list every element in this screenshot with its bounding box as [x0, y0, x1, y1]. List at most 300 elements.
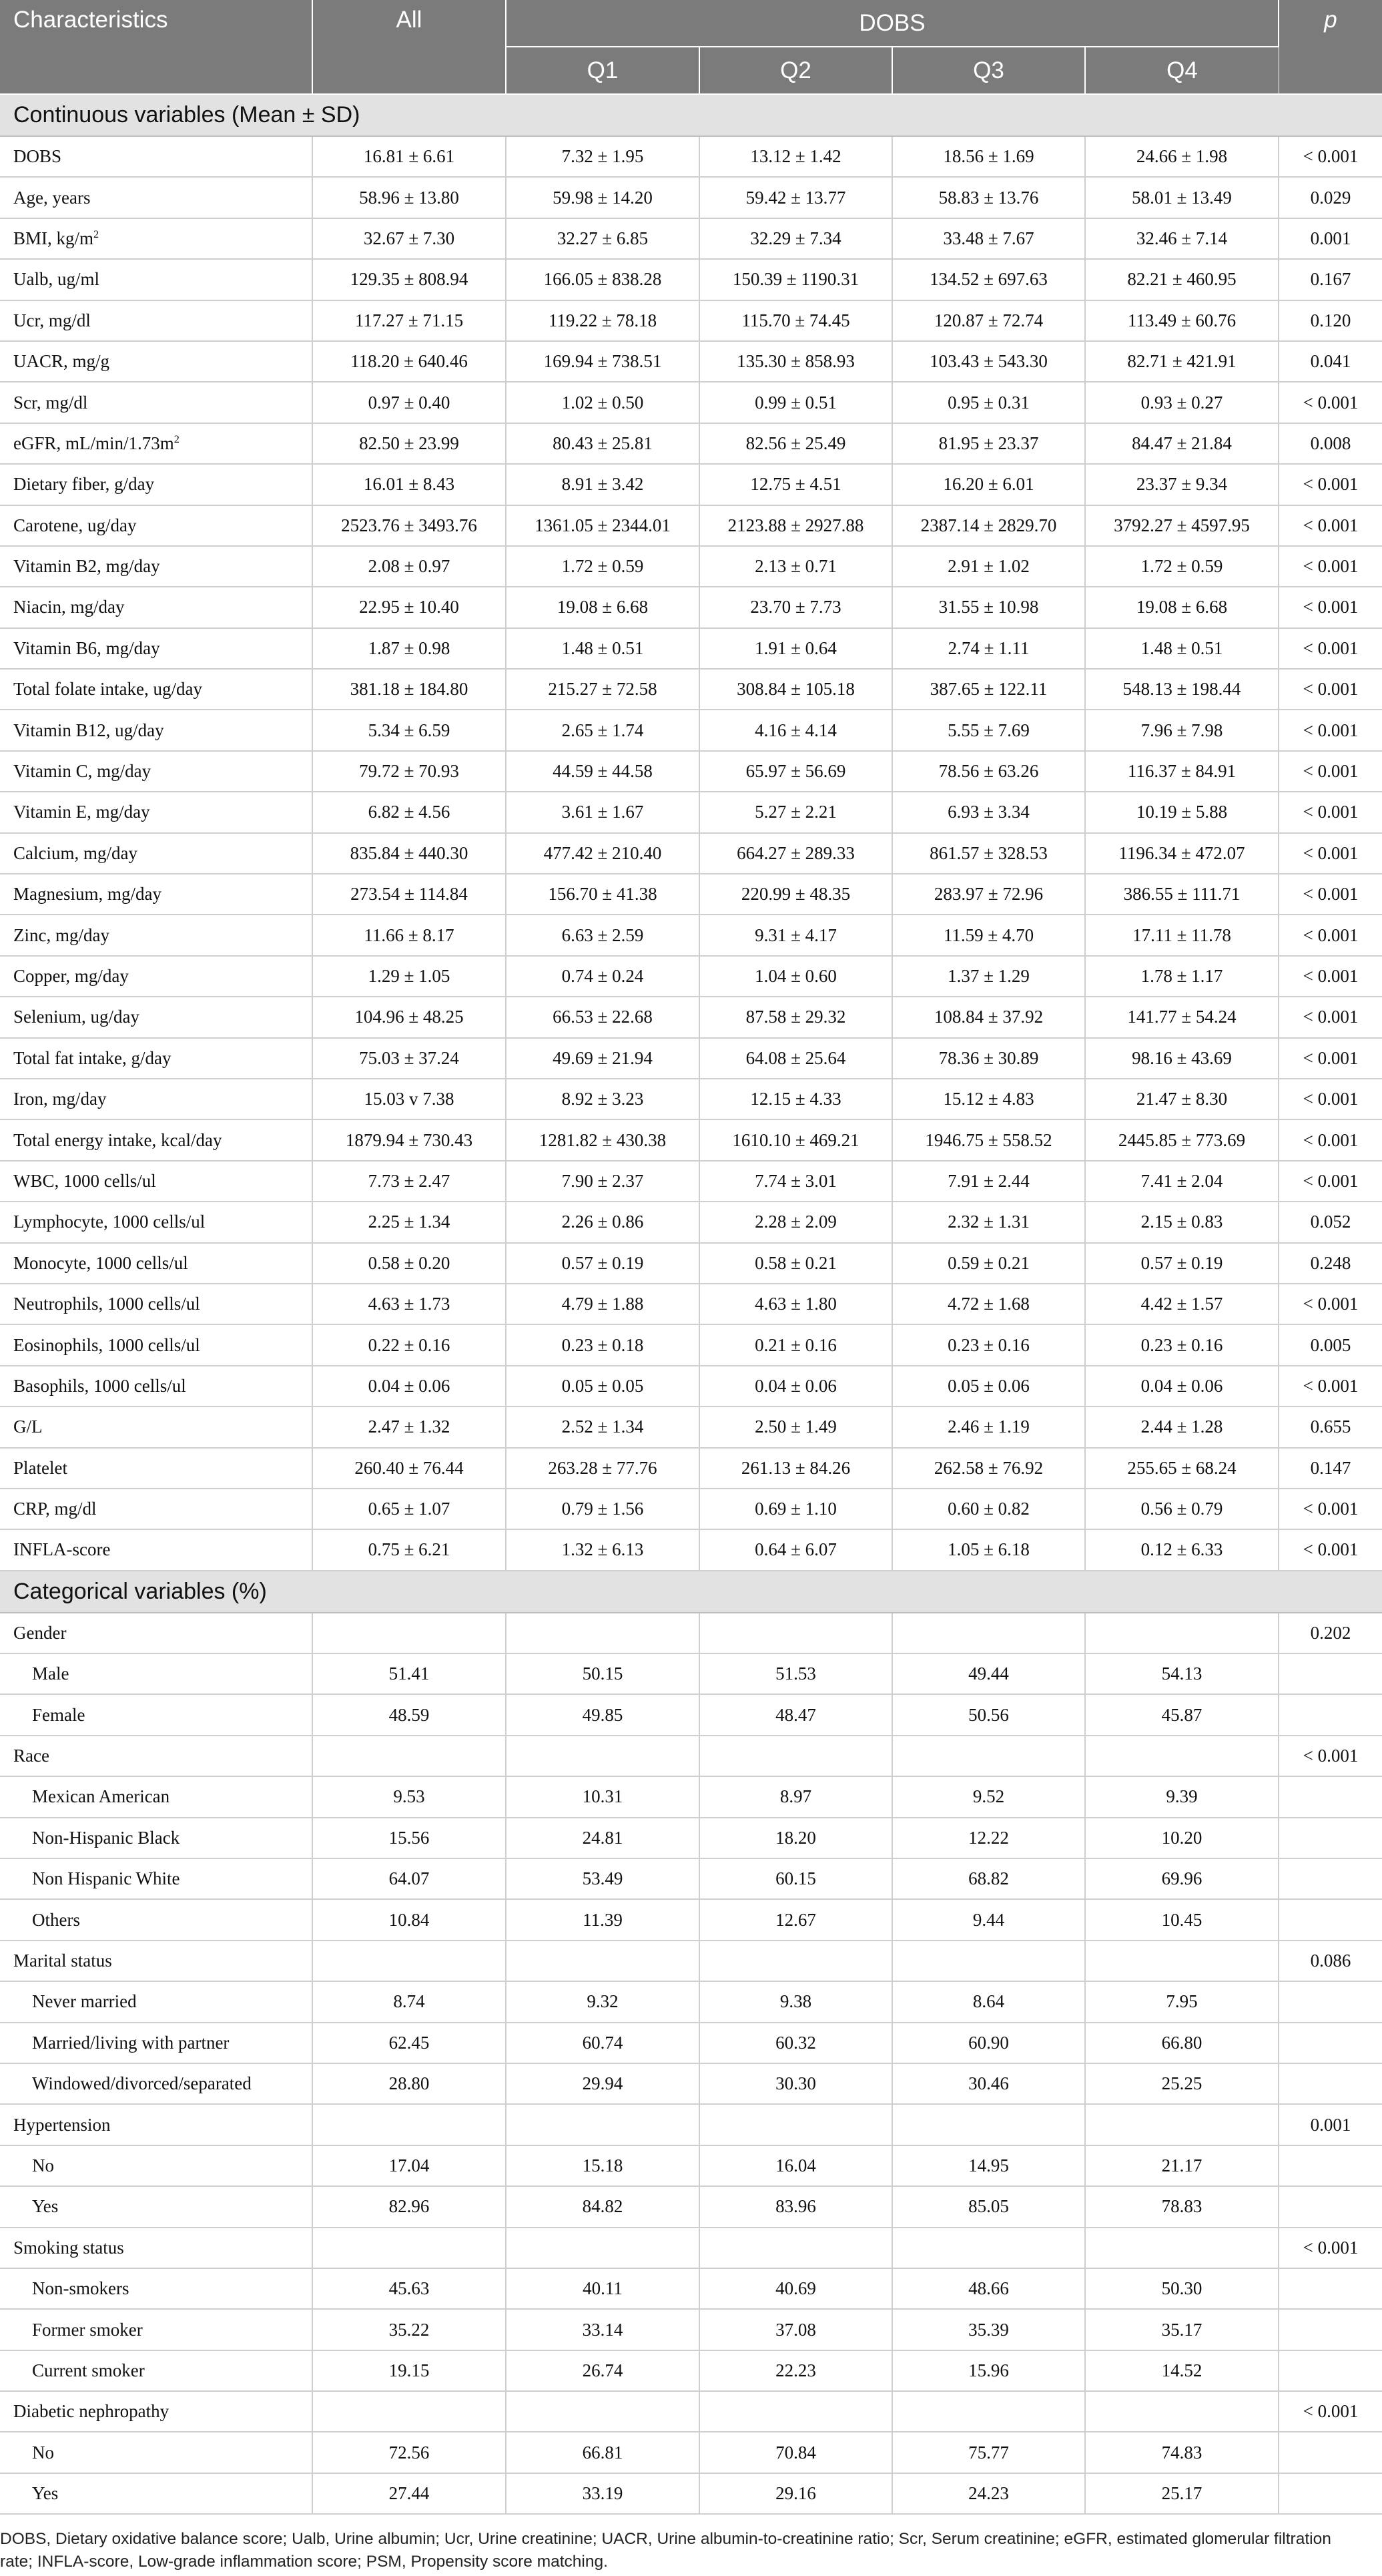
cell-all: [312, 2104, 506, 2145]
cell-p-value: < 0.001: [1279, 1529, 1382, 1570]
table-row: [0, 1694, 1382, 1735]
cell-p-value: [1279, 1858, 1382, 1899]
cell-q2: 4.63 ± 1.80: [699, 1284, 892, 1324]
cell-p-value: [1279, 2186, 1382, 2227]
cell-q2: 308.84 ± 105.18: [699, 669, 892, 710]
header-q1: Q1: [506, 47, 699, 94]
cell-q4: 21.47 ± 8.30: [1085, 1079, 1279, 1119]
table-row: [0, 2309, 1382, 2350]
cell-q2: 87.58 ± 29.32: [699, 997, 892, 1037]
cell-p-value: < 0.001: [1279, 1284, 1382, 1324]
cell-all: 48.59: [312, 1694, 506, 1735]
row-label-text: Eosinophils, 1000 cells/ul: [13, 1334, 200, 1355]
cell-q1: 0.74 ± 0.24: [506, 956, 699, 997]
cell-q1: 169.94 ± 738.51: [506, 341, 699, 382]
row-label: [0, 1161, 312, 1202]
cell-q2: 1.91 ± 0.64: [699, 628, 892, 669]
row-label: [0, 1941, 312, 1981]
row-label: [0, 177, 312, 218]
row-label-text: Vitamin E, mg/day: [13, 802, 150, 822]
cell-q3: 9.52: [892, 1776, 1085, 1817]
table-row: [0, 505, 1382, 546]
cell-q2: 51.53: [699, 1653, 892, 1694]
cell-q1: 33.19: [506, 2473, 699, 2514]
table-row: [0, 833, 1382, 874]
row-label-text: Smoking status: [13, 2237, 124, 2258]
table-row: [0, 2145, 1382, 2186]
cell-p-value: < 0.001: [1279, 956, 1382, 997]
table-row: [0, 2391, 1382, 2432]
cell-p-value: < 0.001: [1279, 505, 1382, 546]
cell-all: 129.35 ± 808.94: [312, 259, 506, 300]
table-row: [0, 1079, 1382, 1119]
cell-q4: 7.95: [1085, 1981, 1279, 2022]
cell-q1: 1.72 ± 0.59: [506, 546, 699, 587]
cell-q4: 0.23 ± 0.16: [1085, 1324, 1279, 1365]
cell-q4: 141.77 ± 54.24: [1085, 997, 1279, 1037]
cell-q1: 32.27 ± 6.85: [506, 218, 699, 259]
row-label: [0, 587, 312, 627]
cell-p-value: [1279, 1776, 1382, 1817]
cell-p-value: [1279, 1818, 1382, 1858]
cell-q3: 78.56 ± 63.26: [892, 751, 1085, 792]
row-label: [0, 997, 312, 1037]
table-row: [0, 1941, 1382, 1981]
cell-q4: 7.96 ± 7.98: [1085, 710, 1279, 750]
row-label-text: WBC, 1000 cells/ul: [13, 1170, 156, 1191]
row-label: [0, 1736, 312, 1776]
cell-q2: 60.15: [699, 1858, 892, 1899]
cell-q1: 0.23 ± 0.18: [506, 1324, 699, 1365]
cell-q1: [506, 2391, 699, 2432]
section-title: Categorical variables (%): [0, 1571, 1382, 1613]
row-label-text: Age, years: [13, 187, 91, 208]
row-label: [0, 628, 312, 669]
cell-q3: 9.44: [892, 1899, 1085, 1940]
cell-all: [312, 2391, 506, 2432]
cell-q3: 108.84 ± 37.92: [892, 997, 1085, 1037]
row-label-text: No: [32, 2442, 54, 2463]
cell-q2: 83.96: [699, 2186, 892, 2227]
cell-q4: 1.78 ± 1.17: [1085, 956, 1279, 997]
cell-q1: 3.61 ± 1.67: [506, 792, 699, 832]
cell-q3: [892, 2104, 1085, 2145]
cell-q3: 60.90: [892, 2023, 1085, 2063]
cell-all: 2.47 ± 1.32: [312, 1406, 506, 1447]
row-label: [0, 259, 312, 300]
cell-q2: 2.50 ± 1.49: [699, 1406, 892, 1447]
cell-q4: 78.83: [1085, 2186, 1279, 2227]
cell-p-value: < 0.001: [1279, 2228, 1382, 2268]
cell-q3: 4.72 ± 1.68: [892, 1284, 1085, 1324]
row-label: [0, 1038, 312, 1079]
cell-q2: [699, 2391, 892, 2432]
cell-p-value: 0.167: [1279, 259, 1382, 300]
cell-q1: 1281.82 ± 430.38: [506, 1119, 699, 1160]
cell-p-value: < 0.001: [1279, 1038, 1382, 1079]
table-row: [0, 1406, 1382, 1447]
cell-q1: 84.82: [506, 2186, 699, 2227]
row-label-text: Iron, mg/day: [13, 1089, 107, 1109]
row-label-text: Mexican American: [32, 1786, 170, 1807]
row-label-text: No: [32, 2155, 54, 2175]
cell-all: 28.80: [312, 2063, 506, 2104]
cell-q4: 82.21 ± 460.95: [1085, 259, 1279, 300]
row-label-text: DOBS: [13, 146, 62, 167]
cell-q2: [699, 1736, 892, 1776]
cell-q3: [892, 2391, 1085, 2432]
cell-all: 75.03 ± 37.24: [312, 1038, 506, 1079]
table-row: [0, 259, 1382, 300]
cell-p-value: < 0.001: [1279, 1736, 1382, 1776]
cell-q1: 1361.05 ± 2344.01: [506, 505, 699, 546]
cell-q3: 58.83 ± 13.76: [892, 177, 1085, 218]
header-all: All: [312, 0, 506, 94]
row-label-text: eGFR, mL/min/1.73m: [13, 433, 174, 453]
cell-q1: 1.02 ± 0.50: [506, 382, 699, 423]
cell-q4: 98.16 ± 43.69: [1085, 1038, 1279, 1079]
cell-p-value: [1279, 2063, 1382, 2104]
cell-q1: 8.91 ± 3.42: [506, 464, 699, 505]
cell-q1: 215.27 ± 72.58: [506, 669, 699, 710]
cell-p-value: [1279, 2023, 1382, 2063]
row-label-text: Selenium, ug/day: [13, 1007, 139, 1027]
cell-q1: [506, 1736, 699, 1776]
cell-q2: 1.04 ± 0.60: [699, 956, 892, 997]
cell-q4: 0.56 ± 0.79: [1085, 1489, 1279, 1529]
table-footnote: DOBS, Dietary oxidative balance score; Ualb, Urine albumin; Ucr, Urine creatinine; UACR, Urine albumin-to-creatinine ratio; Scr, Serum creatinine; eGFR, estimated glomerular filtration rate; INFLA-score, Low-grade inflammation score; PSM, Propensity score matching.: [0, 2530, 1331, 2571]
cell-q2: 0.69 ± 1.10: [699, 1489, 892, 1529]
cell-q2: 64.08 ± 25.64: [699, 1038, 892, 1079]
row-label: [0, 1448, 312, 1489]
table-row: [0, 1243, 1382, 1284]
table-row: [0, 2023, 1382, 2063]
row-label: [0, 915, 312, 955]
cell-p-value: < 0.001: [1279, 1489, 1382, 1529]
table-body: [0, 94, 1382, 2514]
row-label-text: Basophils, 1000 cells/ul: [13, 1375, 186, 1396]
cell-all: 0.97 ± 0.40: [312, 382, 506, 423]
row-label: [0, 833, 312, 874]
cell-q1: 59.98 ± 14.20: [506, 177, 699, 218]
row-label: [0, 1243, 312, 1284]
row-label-text: Hypertension: [13, 2114, 111, 2135]
cell-p-value: 0.086: [1279, 1941, 1382, 1981]
cell-p-value: < 0.001: [1279, 833, 1382, 874]
cell-q2: [699, 1613, 892, 1653]
cell-all: 79.72 ± 70.93: [312, 751, 506, 792]
table-row: [0, 177, 1382, 218]
cell-all: 64.07: [312, 1858, 506, 1899]
table-row: [0, 423, 1382, 464]
cell-all: 58.96 ± 13.80: [312, 177, 506, 218]
cell-q3: 103.43 ± 543.30: [892, 341, 1085, 382]
cell-all: 5.34 ± 6.59: [312, 710, 506, 750]
cell-p-value: [1279, 1899, 1382, 1940]
cell-q3: 861.57 ± 328.53: [892, 833, 1085, 874]
cell-q3: 0.60 ± 0.82: [892, 1489, 1085, 1529]
cell-q2: 115.70 ± 74.45: [699, 300, 892, 341]
table-row: [0, 2228, 1382, 2268]
cell-q1: 29.94: [506, 2063, 699, 2104]
table-row: [0, 1613, 1382, 1653]
row-label: [0, 1079, 312, 1119]
row-label-text: Non Hispanic White: [32, 1868, 180, 1889]
row-label-text: Vitamin C, mg/day: [13, 761, 151, 782]
cell-p-value: [1279, 1653, 1382, 1694]
row-label-text: Monocyte, 1000 cells/ul: [13, 1252, 188, 1273]
row-label: [0, 1202, 312, 1242]
cell-all: 17.04: [312, 2145, 506, 2186]
row-label-text: Vitamin B12, ug/day: [13, 720, 164, 740]
cell-q1: 40.11: [506, 2268, 699, 2309]
cell-q3: 78.36 ± 30.89: [892, 1038, 1085, 1079]
cell-all: 6.82 ± 4.56: [312, 792, 506, 832]
table-row: [0, 464, 1382, 505]
table-row: [0, 587, 1382, 627]
cell-p-value: 0.008: [1279, 423, 1382, 464]
cell-p-value: 0.655: [1279, 1406, 1382, 1447]
cell-q2: 7.74 ± 3.01: [699, 1161, 892, 1202]
cell-q1: 80.43 ± 25.81: [506, 423, 699, 464]
cell-q4: [1085, 2391, 1279, 2432]
row-label-text: Non-smokers: [32, 2278, 129, 2299]
cell-q4: 7.41 ± 2.04: [1085, 1161, 1279, 1202]
cell-q3: 0.05 ± 0.06: [892, 1366, 1085, 1406]
cell-q3: 2.32 ± 1.31: [892, 1202, 1085, 1242]
cell-p-value: 0.147: [1279, 1448, 1382, 1489]
cell-q3: 120.87 ± 72.74: [892, 300, 1085, 341]
cell-p-value: < 0.001: [1279, 669, 1382, 710]
cell-q1: 19.08 ± 6.68: [506, 587, 699, 627]
cell-q1: 10.31: [506, 1776, 699, 1817]
cell-all: 1879.94 ± 730.43: [312, 1119, 506, 1160]
cell-q2: 18.20: [699, 1818, 892, 1858]
cell-q4: 74.83: [1085, 2432, 1279, 2473]
cell-q3: 6.93 ± 3.34: [892, 792, 1085, 832]
row-label: [0, 2023, 312, 2063]
row-label-text: Total folate intake, ug/day: [13, 679, 203, 700]
cell-q4: 21.17: [1085, 2145, 1279, 2186]
table-row: [0, 710, 1382, 750]
table-row: [0, 2063, 1382, 2104]
row-label-text: Platelet: [13, 1457, 67, 1478]
cell-q4: 116.37 ± 84.91: [1085, 751, 1279, 792]
cell-q2: 16.04: [699, 2145, 892, 2186]
row-label: [0, 1694, 312, 1735]
cell-q1: 1.48 ± 0.51: [506, 628, 699, 669]
cell-q1: 11.39: [506, 1899, 699, 1940]
cell-q1: 26.74: [506, 2350, 699, 2391]
cell-all: [312, 1941, 506, 1981]
cell-q2: 261.13 ± 84.26: [699, 1448, 892, 1489]
section-header-row: [0, 94, 1382, 136]
cell-all: 82.50 ± 23.99: [312, 423, 506, 464]
cell-q4: 32.46 ± 7.14: [1085, 218, 1279, 259]
cell-all: 0.75 ± 6.21: [312, 1529, 506, 1570]
table-row: [0, 1981, 1382, 2022]
cell-all: 1.29 ± 1.05: [312, 956, 506, 997]
cell-all: 1.87 ± 0.98: [312, 628, 506, 669]
cell-q3: 18.56 ± 1.69: [892, 136, 1085, 177]
table-row: [0, 1653, 1382, 1694]
row-label: [0, 1529, 312, 1570]
cell-q4: 45.87: [1085, 1694, 1279, 1735]
row-label-superscript: 2: [93, 228, 99, 240]
cell-q4: 10.19 ± 5.88: [1085, 792, 1279, 832]
cell-q4: 0.57 ± 0.19: [1085, 1243, 1279, 1284]
row-label-text: Total fat intake, g/day: [13, 1047, 171, 1068]
cell-p-value: < 0.001: [1279, 1161, 1382, 1202]
table-row: [0, 1529, 1382, 1570]
cell-q3: 49.44: [892, 1653, 1085, 1694]
header-p-value: p: [1279, 0, 1382, 94]
cell-q4: 1.48 ± 0.51: [1085, 628, 1279, 669]
row-label: [0, 710, 312, 750]
cell-q3: 31.55 ± 10.98: [892, 587, 1085, 627]
cell-q1: 263.28 ± 77.76: [506, 1448, 699, 1489]
cell-p-value: 0.001: [1279, 218, 1382, 259]
cell-q4: 2.15 ± 0.83: [1085, 1202, 1279, 1242]
cell-q2: 59.42 ± 13.77: [699, 177, 892, 218]
cell-p-value: < 0.001: [1279, 1366, 1382, 1406]
cell-q3: 7.91 ± 2.44: [892, 1161, 1085, 1202]
row-label: [0, 2309, 312, 2350]
cell-q4: 0.04 ± 0.06: [1085, 1366, 1279, 1406]
cell-all: 381.18 ± 184.80: [312, 669, 506, 710]
cell-all: [312, 2228, 506, 2268]
row-label: [0, 874, 312, 915]
row-label-text: Neutrophils, 1000 cells/ul: [13, 1294, 200, 1314]
row-label-text: Carotene, ug/day: [13, 515, 137, 535]
cell-q2: [699, 1941, 892, 1981]
cell-q3: 2387.14 ± 2829.70: [892, 505, 1085, 546]
table-row: [0, 2104, 1382, 2145]
row-label: [0, 2432, 312, 2473]
header-characteristics: Characteristics: [0, 0, 312, 94]
row-label: [0, 2104, 312, 2145]
cell-q1: 50.15: [506, 1653, 699, 1694]
cell-q2: 0.21 ± 0.16: [699, 1324, 892, 1365]
table-row: [0, 341, 1382, 382]
cell-all: 273.54 ± 114.84: [312, 874, 506, 915]
section-title: Continuous variables (Mean ± SD): [0, 94, 1382, 136]
cell-p-value: < 0.001: [1279, 915, 1382, 955]
cell-q1: 119.22 ± 78.18: [506, 300, 699, 341]
table-row: [0, 915, 1382, 955]
cell-q3: 0.95 ± 0.31: [892, 382, 1085, 423]
cell-p-value: < 0.001: [1279, 874, 1382, 915]
cell-q4: 17.11 ± 11.78: [1085, 915, 1279, 955]
cell-q3: 68.82: [892, 1858, 1085, 1899]
row-label-text: Vitamin B6, mg/day: [13, 637, 160, 658]
cell-q4: 1.72 ± 0.59: [1085, 546, 1279, 587]
row-label: [0, 382, 312, 423]
row-label-text: BMI, kg/m: [13, 228, 94, 248]
row-label: [0, 1366, 312, 1406]
row-label-text: Never married: [32, 1991, 137, 2012]
row-label: [0, 2186, 312, 2227]
header-dobs: DOBS: [506, 0, 1279, 47]
table-row: [0, 628, 1382, 669]
cell-q2: 22.23: [699, 2350, 892, 2391]
cell-all: 11.66 ± 8.17: [312, 915, 506, 955]
cell-p-value: < 0.001: [1279, 792, 1382, 832]
table-row: [0, 997, 1382, 1037]
cell-q3: 15.96: [892, 2350, 1085, 2391]
cell-q1: 44.59 ± 44.58: [506, 751, 699, 792]
cell-q3: [892, 2228, 1085, 2268]
table-row: [0, 874, 1382, 915]
cell-q3: 2.91 ± 1.02: [892, 546, 1085, 587]
cell-q1: 2.65 ± 1.74: [506, 710, 699, 750]
row-label-text: Lymphocyte, 1000 cells/ul: [13, 1212, 206, 1232]
table-row: [0, 300, 1382, 341]
table-row: [0, 1489, 1382, 1529]
cell-q1: 7.32 ± 1.95: [506, 136, 699, 177]
cell-all: [312, 1736, 506, 1776]
cell-q3: [892, 1736, 1085, 1776]
cell-q2: 150.39 ± 1190.31: [699, 259, 892, 300]
cell-q4: 3792.27 ± 4597.95: [1085, 505, 1279, 546]
cell-q1: 0.57 ± 0.19: [506, 1243, 699, 1284]
table-row: [0, 751, 1382, 792]
row-label: [0, 669, 312, 710]
cell-q4: 19.08 ± 6.68: [1085, 587, 1279, 627]
cell-q2: 9.31 ± 4.17: [699, 915, 892, 955]
table-row: [0, 2473, 1382, 2514]
row-label-text: Gender: [13, 1622, 67, 1643]
row-label-text: Niacin, mg/day: [13, 597, 125, 617]
cell-q4: 66.80: [1085, 2023, 1279, 2063]
table-row: [0, 546, 1382, 587]
row-label: [0, 1858, 312, 1899]
cell-q4: 386.55 ± 111.71: [1085, 874, 1279, 915]
cell-q1: 0.79 ± 1.56: [506, 1489, 699, 1529]
cell-all: 2523.76 ± 3493.76: [312, 505, 506, 546]
cell-q2: 32.29 ± 7.34: [699, 218, 892, 259]
row-label-text: Yes: [32, 2483, 59, 2504]
row-label-text: Marital status: [13, 1950, 112, 1971]
cell-p-value: 0.041: [1279, 341, 1382, 382]
cell-q3: 2.46 ± 1.19: [892, 1406, 1085, 1447]
cell-p-value: < 0.001: [1279, 1119, 1382, 1160]
cell-q3: 1.05 ± 6.18: [892, 1529, 1085, 1570]
cell-p-value: < 0.001: [1279, 710, 1382, 750]
table-row: [0, 2432, 1382, 2473]
cell-q4: 255.65 ± 68.24: [1085, 1448, 1279, 1489]
cell-q4: 84.47 ± 21.84: [1085, 423, 1279, 464]
cell-all: 22.95 ± 10.40: [312, 587, 506, 627]
cell-all: 16.01 ± 8.43: [312, 464, 506, 505]
row-label: [0, 1776, 312, 1817]
header-q3: Q3: [892, 47, 1085, 94]
row-label: [0, 751, 312, 792]
cell-q1: [506, 1941, 699, 1981]
row-label: [0, 136, 312, 177]
cell-p-value: < 0.001: [1279, 628, 1382, 669]
cell-q2: 37.08: [699, 2309, 892, 2350]
table-row: [0, 2186, 1382, 2227]
cell-q2: 29.16: [699, 2473, 892, 2514]
row-label: [0, 1981, 312, 2022]
cell-q2: 0.64 ± 6.07: [699, 1529, 892, 1570]
cell-q1: 66.53 ± 22.68: [506, 997, 699, 1037]
cell-q2: 0.58 ± 0.21: [699, 1243, 892, 1284]
cell-q2: 48.47: [699, 1694, 892, 1735]
row-label: [0, 1899, 312, 1940]
row-label-text: CRP, mg/dl: [13, 1499, 97, 1519]
